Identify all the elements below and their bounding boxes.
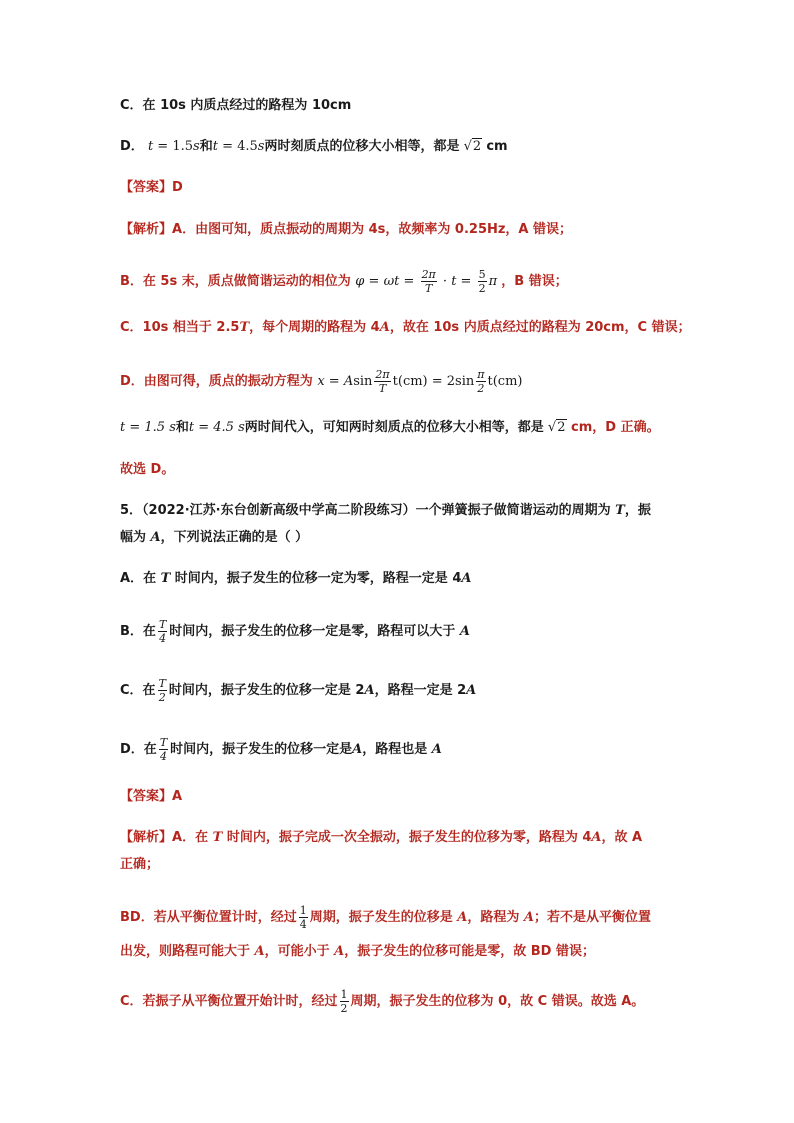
analysis-text: C．若振子从平衡位置开始计时，经过 <box>120 994 338 1009</box>
analysis-text: 时间内，振子完成一次全振动，振子发生的位移为零，路程为 4 <box>222 830 592 845</box>
analysis-text: A．由图可知，质点振动的周期为 4s，故频率为 0.25Hz，A 错误； <box>172 222 573 237</box>
math-value: = 4.5 <box>217 139 258 154</box>
option-d <box>120 736 442 763</box>
option-label: D． <box>120 742 144 757</box>
analysis-text: cm，D 正确。 <box>566 420 660 435</box>
answer-line <box>120 787 182 807</box>
frac-num: T <box>158 618 167 631</box>
frac-den: 4 <box>159 632 167 645</box>
math-var: A <box>364 683 375 698</box>
math-var: A <box>591 830 602 845</box>
math-var: A <box>150 530 161 545</box>
conclusion-text: 故选 D。 <box>120 462 175 477</box>
math-var: ωt <box>383 274 400 289</box>
fraction <box>478 268 487 295</box>
analysis-tag: 【解析】 <box>120 222 173 237</box>
math-func: sin <box>353 374 373 389</box>
frac-den: T <box>425 282 433 295</box>
sqrt-expression <box>464 137 483 157</box>
unit-text: cm <box>486 139 508 154</box>
frac-num: 2π <box>375 368 390 381</box>
answer-tag: 【答案】 <box>120 789 173 804</box>
option-label: B． <box>120 624 143 639</box>
answer-tag: 【答案】 <box>120 180 173 195</box>
math-var: A <box>457 910 468 925</box>
frac-den: 4 <box>159 750 167 763</box>
analysis-tag: 【解析】 <box>120 830 173 845</box>
analysis-text: ，B 错误； <box>501 274 568 289</box>
fraction <box>421 268 437 295</box>
math-var: T <box>160 571 171 586</box>
analysis-text: 正确； <box>120 857 160 872</box>
analysis-text: B．在 5s 末，质点做简谐运动的相位为 <box>120 274 351 289</box>
analysis2-line-a-cont <box>120 855 159 875</box>
question-5-stem-line2 <box>120 528 308 548</box>
math-value: = 1.5 <box>153 139 194 154</box>
question-text: 幅为 <box>120 530 151 545</box>
fraction <box>340 988 349 1015</box>
math-expr: t = 4.5 <box>188 420 239 435</box>
frac-num: 1 <box>340 988 348 1001</box>
question-text: ，振 <box>624 503 651 518</box>
answer-value: A <box>172 789 183 804</box>
option-d-prev <box>120 137 508 157</box>
math-var: A <box>523 910 534 925</box>
frac-den: 2 <box>340 1002 348 1015</box>
frac-den: 2 <box>158 691 166 704</box>
math-var: A <box>379 320 390 335</box>
math-var: T <box>212 830 223 845</box>
analysis-text: ，故 A <box>601 830 643 845</box>
option-text: ，路程也是 <box>362 742 432 757</box>
answer-value: D <box>172 180 183 195</box>
question-number: 5． <box>120 503 143 518</box>
math-expr: t = 1.5 <box>120 420 170 435</box>
math-var: A <box>334 944 345 959</box>
frac-den: T <box>378 382 387 395</box>
analysis-text: 周期，振子发生的位移为 0，故 C 错误。故选 A。 <box>350 994 645 1009</box>
math-var: π <box>488 274 498 289</box>
question-5-stem-line1 <box>120 501 651 521</box>
option-text: 在 <box>142 683 156 698</box>
fraction <box>374 368 390 395</box>
analysis-text: 两时间代入，可知两时刻质点的位移大小相等，都是 <box>244 420 544 435</box>
math-var: A <box>352 742 363 757</box>
analysis2-line-bd-cont <box>120 942 595 962</box>
sqrt-sign: √ <box>463 139 472 154</box>
math-var: A <box>254 944 265 959</box>
question-source: （2022·江苏·东台创新高级中学高二阶段练习） <box>142 503 416 518</box>
phase-formula <box>355 268 501 295</box>
sqrt-arg: 2 <box>557 420 566 435</box>
analysis2-line-c <box>120 988 644 1015</box>
math-expr: t(cm) <box>487 374 523 389</box>
analysis-text: ，每个周期的路程为 4 <box>249 320 380 335</box>
analysis-line-d <box>120 368 522 395</box>
analysis-line-e <box>120 418 660 438</box>
option-label: D． <box>120 139 144 154</box>
motion-equation <box>317 368 523 395</box>
math-var: A <box>459 624 470 639</box>
question-text: ，下列说法正确的是（ ） <box>160 530 309 545</box>
option-b <box>120 618 470 645</box>
frac-num: π <box>477 368 485 381</box>
analysis-line-b <box>120 268 568 295</box>
option-text: 时间内，振子发生的位移一定是 <box>170 742 353 757</box>
analysis-text: ，可能小于 <box>264 944 335 959</box>
analysis-text: 出发，则路程可能大于 <box>120 944 255 959</box>
analysis-line-c <box>120 318 691 338</box>
math-op: = <box>364 274 384 289</box>
math-var: A <box>431 742 442 757</box>
option-text: 在 10s 内质点经过的路程为 10cm <box>142 98 352 113</box>
option-label: C． <box>120 98 143 113</box>
analysis2-line-a <box>120 828 642 848</box>
option-text: ，路程一定是 2 <box>374 683 467 698</box>
math-expr: t(cm) = 2sin <box>392 374 475 389</box>
question-text: 一个弹簧振子做简谐运动的周期为 <box>415 503 616 518</box>
option-c-prev <box>120 96 351 116</box>
option-a <box>120 569 471 589</box>
math-var: T <box>615 503 625 518</box>
analysis-text: C．10s 相当于 2.5 <box>120 320 240 335</box>
math-op: = <box>399 274 419 289</box>
math-var: x = A <box>317 374 354 389</box>
option-text: 时间内，振子发生的位移一定是零，路程可以大于 <box>169 624 460 639</box>
analysis-text: ，振子发生的位移可能是零，故 BD 错误； <box>344 944 596 959</box>
analysis-text: ；若不是从平衡位置 <box>533 910 651 925</box>
frac-num: 2π <box>421 268 436 281</box>
analysis2-line-bd <box>120 904 651 931</box>
sqrt-arg: 2 <box>472 139 482 154</box>
frac-num: 5 <box>478 268 486 281</box>
option-text: 两时刻质点的位移大小相等，都是 <box>264 139 460 154</box>
analysis-text: ，故在 10s 内质点经过的路程为 20cm，C 错误； <box>389 320 691 335</box>
option-text: 时间内，振子发生的位移一定为零，路程一定是 4 <box>170 571 462 586</box>
option-label: A． <box>120 571 144 586</box>
analysis-line-a <box>120 220 572 240</box>
conj-text: 和 <box>199 139 213 154</box>
conclusion-line <box>120 460 174 480</box>
option-label: C． <box>120 683 143 698</box>
frac-num: T <box>158 677 166 690</box>
math-var: t <box>147 139 154 154</box>
analysis-text: 周期，振子发生的位移是 <box>309 910 458 925</box>
frac-num: 1 <box>299 904 307 917</box>
sqrt-sign: √ <box>547 420 557 435</box>
frac-den: 2 <box>477 382 485 395</box>
answer-line <box>120 178 183 198</box>
math-var: A <box>461 571 472 586</box>
conj-text: 和 <box>175 420 189 435</box>
analysis-text: A．在 <box>172 830 213 845</box>
analysis-text: D．由图可得，质点的振动方程为 <box>120 374 313 389</box>
option-text: 在 <box>143 571 161 586</box>
analysis-text: ，路程为 <box>467 910 524 925</box>
frac-den: 4 <box>299 918 307 931</box>
math-var: T <box>239 320 250 335</box>
fraction <box>299 904 308 931</box>
option-c <box>120 677 476 704</box>
math-var: A <box>466 683 477 698</box>
math-op: · t = <box>438 274 476 289</box>
fraction <box>158 618 167 645</box>
frac-den: 2 <box>478 282 486 295</box>
fraction <box>159 736 168 763</box>
analysis-text: BD．若从平衡位置计时，经过 <box>120 910 297 925</box>
sqrt-expression <box>548 418 567 438</box>
math-var: t <box>212 139 218 154</box>
option-text: 在 <box>142 624 156 639</box>
fraction <box>476 368 485 395</box>
frac-num: T <box>159 736 168 749</box>
math-unit: s <box>257 139 265 154</box>
fraction <box>158 677 167 704</box>
option-text: 在 <box>143 742 157 757</box>
math-unit: s <box>169 420 176 435</box>
math-unit: s <box>193 139 200 154</box>
math-var: φ <box>355 274 365 289</box>
option-text: 时间内，振子发生的位移一定是 2 <box>168 683 365 698</box>
math-unit: s <box>238 420 245 435</box>
